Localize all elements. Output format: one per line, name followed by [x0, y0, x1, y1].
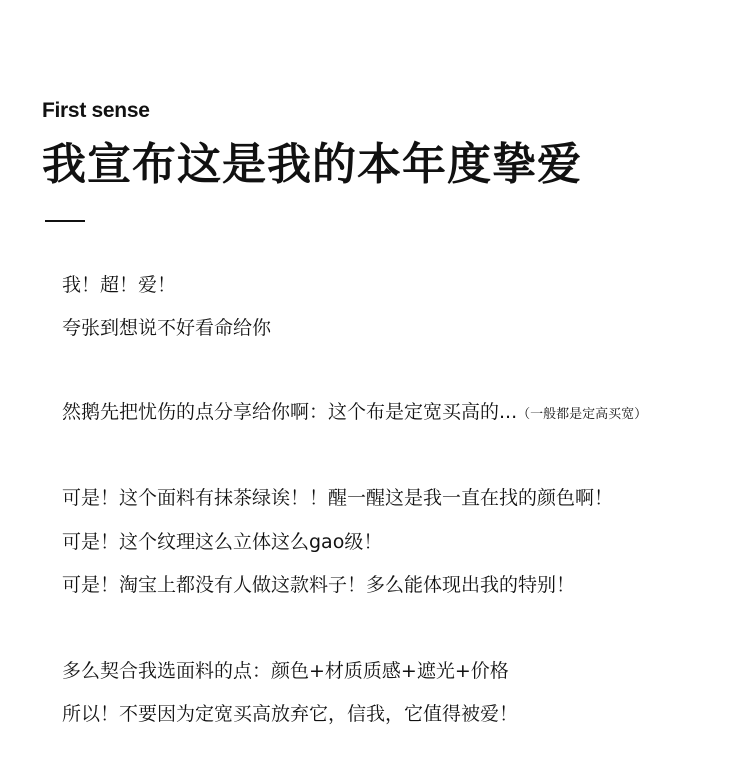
kicker-text: First sense: [42, 99, 150, 122]
body-line-3: [62, 399, 647, 428]
body-line-4: 可是！这个面料有抹茶绿诶！！醒一醒这是我一直在找的颜色啊！: [62, 487, 614, 509]
body-line-3-note: （一般都是定高买宽）: [517, 407, 648, 422]
body-line-2: 夸张到想说不好看命给你: [62, 317, 272, 339]
page-title: 我宣布这是我的本年度挚爱: [42, 139, 582, 190]
body-line-5: 可是！这个纹理这么立体这么gao级！: [62, 531, 383, 553]
title-divider: [45, 220, 85, 222]
body-line-3-main: 然鹅先把忧伤的点分享给你啊：这个布是定宽买高的...: [62, 401, 518, 423]
body-line-8: 所以！不要因为定宽买高放弃它，信我，它值得被爱！: [62, 703, 519, 725]
body-line-1: 我！超！爱！: [62, 274, 177, 296]
body-line-7: 多么契合我选面料的点：颜色+材质质感+遮光+价格: [62, 660, 509, 682]
body-line-6: 可是！淘宝上都没有人做这款料子！多么能体现出我的特别！: [62, 574, 576, 596]
